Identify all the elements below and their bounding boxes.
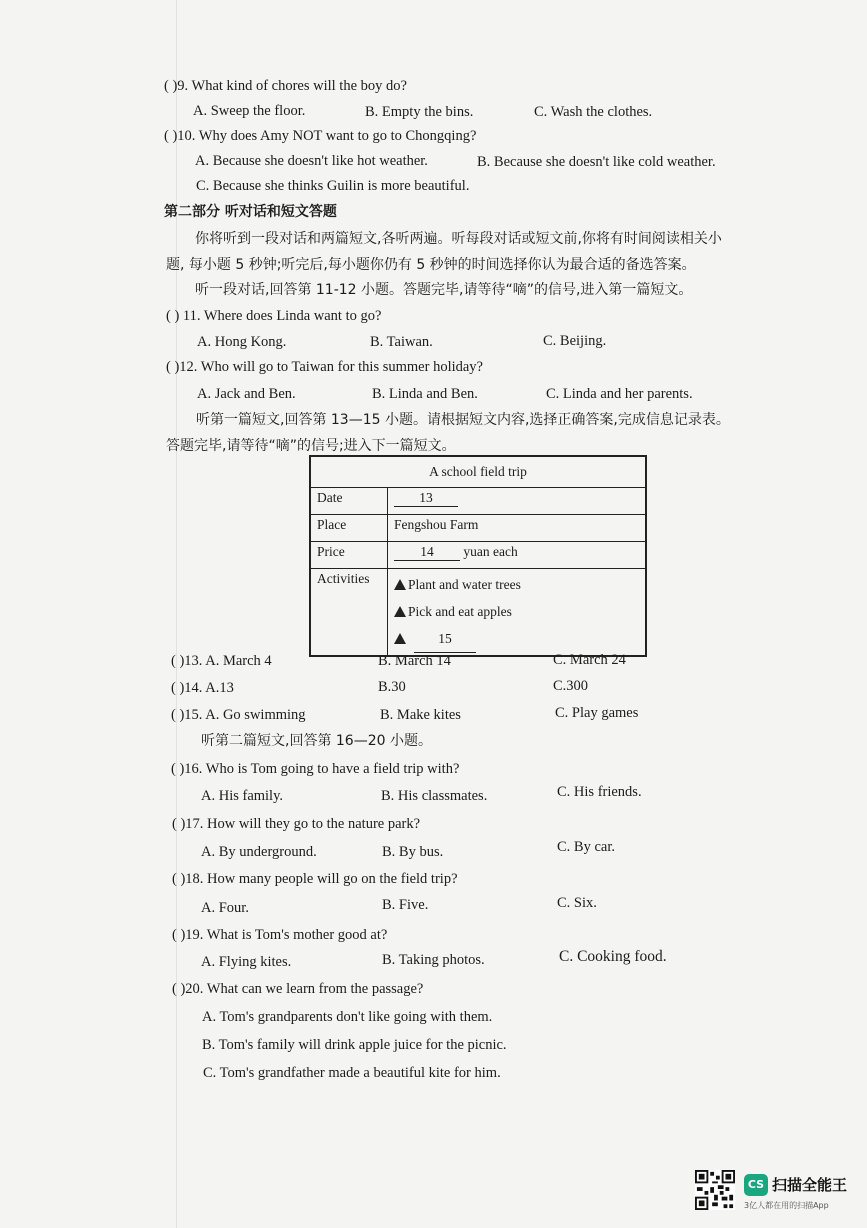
- q17-option-c: C. By car.: [557, 839, 615, 855]
- q13-option-b: B. March 14: [378, 653, 451, 669]
- date-label: Date: [310, 488, 388, 515]
- triangle-bullet-icon: [394, 579, 406, 590]
- activities-label: Activities: [310, 569, 388, 657]
- question-20: ( )20. What can we learn from the passage?: [172, 981, 424, 997]
- page-fold-line: [176, 0, 177, 1228]
- blank-13: 13: [394, 490, 458, 507]
- section-2-intro-line2: 题, 每小题 5 秒钟;听完后,每小题你仍有 5 秒钟的时间选择你认为最合适的备选答案。: [166, 257, 696, 273]
- activity-2: [394, 598, 639, 625]
- blank-14: 14: [394, 544, 460, 561]
- q12-option-b: B. Linda and Ben.: [372, 386, 478, 402]
- q18-option-b: B. Five.: [382, 897, 429, 913]
- q13-option-c: C. March 24: [553, 652, 626, 668]
- q16-option-b: B. His classmates.: [381, 788, 488, 804]
- q16-option-c: C. His friends.: [557, 784, 642, 800]
- field-trip-record-table: [309, 455, 647, 657]
- q11-option-a: A. Hong Kong.: [197, 334, 287, 350]
- q14-option-b: B.30: [378, 679, 406, 695]
- q15-option-b: B. Make kites: [380, 707, 461, 723]
- activity-1-text: Plant and water trees: [408, 577, 521, 592]
- q17-option-b: B. By bus.: [382, 844, 444, 860]
- place-label: Place: [310, 515, 388, 542]
- question-11: ( ) 11. Where does Linda want to go?: [166, 308, 382, 324]
- q16-option-a: A. His family.: [201, 788, 284, 804]
- activity-2-text: Pick and eat apples: [408, 604, 512, 619]
- q14-option-c: C.300: [553, 678, 589, 694]
- price-unit: yuan each: [463, 544, 518, 559]
- app-tagline: 3亿人都在用的扫描App: [744, 1201, 829, 1210]
- question-12: ( )12. Who will go to Taiwan for this summer holiday?: [166, 359, 483, 375]
- q15-option-c: C. Play games: [555, 705, 639, 721]
- q12-option-a: A. Jack and Ben.: [197, 386, 296, 402]
- blank-15: 15: [414, 625, 476, 653]
- question-18: ( )18. How many people will go on the field trip?: [172, 871, 458, 887]
- passage-1-instruction: 听第一篇短文,回答第 13—15 小题。请根据短文内容,选择正确答案,完成信息记录表。: [196, 412, 730, 428]
- price-cell: [388, 542, 647, 569]
- question-13: ( )13. A. March 4: [171, 653, 272, 669]
- question-19: ( )19. What is Tom's mother good at?: [172, 927, 388, 943]
- q17-option-a: A. By underground.: [201, 844, 317, 860]
- q12-option-c: C. Linda and her parents.: [546, 386, 693, 402]
- q20-option-a: A. Tom's grandparents don't like going with them.: [202, 1009, 493, 1025]
- q11-option-c: C. Beijing.: [543, 333, 607, 349]
- q18-option-a: A. Four.: [201, 900, 249, 916]
- app-name: 扫描全能王: [772, 1176, 848, 1194]
- q19-option-c: C. Cooking food.: [559, 948, 667, 965]
- question-14: ( )14. A.13: [171, 680, 234, 696]
- q10-option-b: B. Because she doesn't like cold weather.: [477, 154, 716, 170]
- section-2-intro-line1: 你将听到一段对话和两篇短文,各听两遍。听每段对话或短文前,你将有时间阅读相关小: [195, 231, 722, 247]
- triangle-bullet-icon: [394, 633, 406, 644]
- price-label: Price: [310, 542, 388, 569]
- camscanner-logo-icon: CS: [744, 1174, 768, 1196]
- section-2-intro-line3: 听一段对话,回答第 11-12 小题。答题完毕,请等待“嘀”的信号,进入第一篇短文。: [195, 282, 693, 298]
- question-16: ( )16. Who is Tom going to have a field trip with?: [171, 761, 460, 777]
- q9-option-c: C. Wash the clothes.: [534, 104, 653, 120]
- question-10: ( )10. Why does Amy NOT want to go to Chongqing?: [164, 128, 477, 144]
- qr-code-icon: [695, 1170, 735, 1210]
- q9-option-b: B. Empty the bins.: [365, 104, 474, 120]
- q20-option-b: B. Tom's family will drink apple juice for the picnic.: [202, 1037, 507, 1053]
- q11-option-b: B. Taiwan.: [370, 334, 433, 350]
- q10-option-c: C. Because she thinks Guilin is more beautiful.: [196, 178, 470, 194]
- section-2-heading: 第二部分 听对话和短文答题: [164, 204, 337, 220]
- question-17: ( )17. How will they go to the nature park?: [172, 816, 421, 832]
- table-title: A school field trip: [310, 456, 646, 488]
- question-15: ( )15. A. Go swimming: [171, 707, 306, 723]
- q10-option-a: A. Because she doesn't like hot weather.: [195, 153, 428, 169]
- passage-1-instruction-cont: 答题完毕,请等待“嘀”的信号;进入下一篇短文。: [166, 438, 456, 454]
- q9-option-a: A. Sweep the floor.: [193, 103, 306, 119]
- passage-2-instruction: 听第二篇短文,回答第 16—20 小题。: [201, 733, 432, 749]
- triangle-bullet-icon: [394, 606, 406, 617]
- q19-option-a: A. Flying kites.: [201, 954, 292, 970]
- q19-option-b: B. Taking photos.: [382, 952, 485, 968]
- q20-option-c: C. Tom's grandfather made a beautiful kite for him.: [203, 1065, 501, 1081]
- q18-option-c: C. Six.: [557, 895, 597, 911]
- activities-cell: [388, 569, 647, 657]
- date-cell: [388, 488, 647, 515]
- activity-1: [394, 571, 639, 598]
- activity-3: [394, 625, 639, 653]
- place-value: Fengshou Farm: [388, 515, 647, 542]
- question-9: ( )9. What kind of chores will the boy do?: [164, 78, 407, 94]
